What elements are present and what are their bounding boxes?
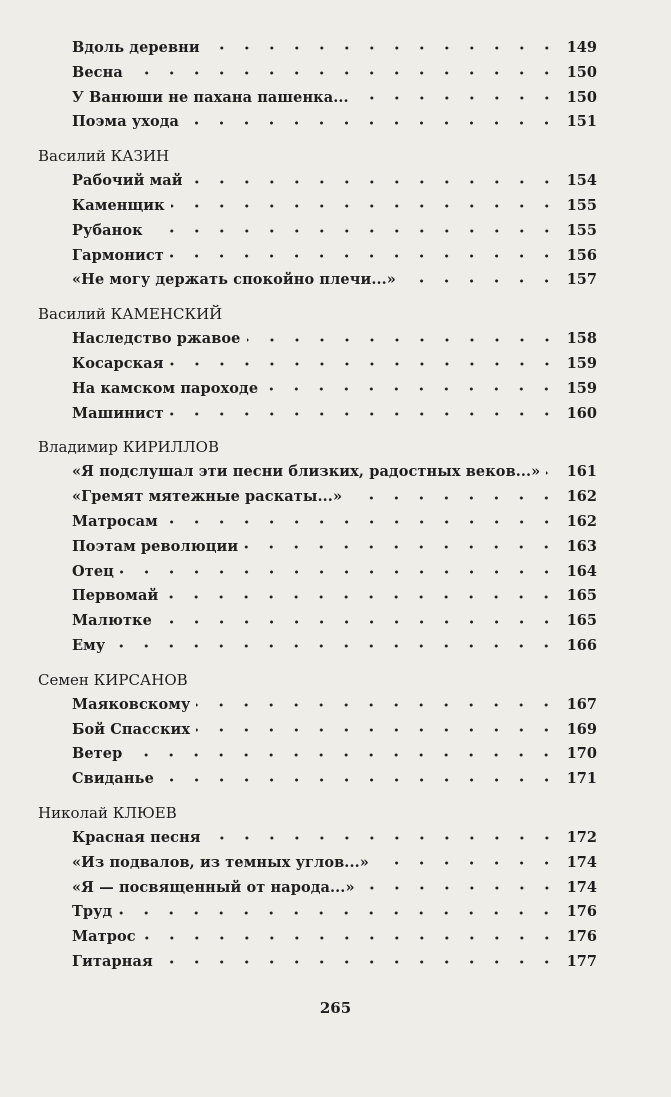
author-section	[0, 36, 671, 135]
page-number: 265	[319, 999, 352, 1017]
dot-leader	[111, 643, 559, 649]
poem-title: Весна	[72, 63, 123, 81]
dot-leader	[170, 411, 559, 417]
dot-leader	[196, 702, 559, 708]
page-ref: 169	[566, 720, 597, 738]
toc-entry	[0, 169, 597, 194]
page-ref: 174	[566, 878, 597, 896]
toc-entry	[0, 110, 597, 135]
author-section	[0, 302, 671, 426]
toc-entry	[0, 900, 597, 925]
page-ref: 158	[566, 330, 597, 348]
page-ref: 164	[566, 562, 597, 580]
poem-title: Ему	[72, 636, 106, 654]
page-ref: 150	[566, 88, 597, 106]
poem-title: Красная песня	[72, 828, 201, 846]
poem-title: Каменщик	[72, 196, 165, 214]
poem-title: Машинист	[72, 404, 164, 422]
dot-leader	[164, 519, 559, 525]
dot-leader	[375, 860, 559, 866]
page-ref: 165	[566, 612, 597, 630]
poem-title: Бой Спасских	[72, 720, 191, 738]
dot-leader	[164, 594, 559, 600]
toc-entry	[0, 268, 597, 293]
table-of-contents	[0, 36, 671, 975]
poem-title: На камском пароходе	[72, 379, 259, 397]
dot-leader	[207, 835, 559, 841]
dot-leader	[355, 95, 559, 101]
page-ref: 177	[566, 952, 597, 970]
toc-entry	[0, 510, 597, 535]
toc-entry	[0, 693, 597, 718]
page-ref: 154	[566, 172, 597, 190]
dot-leader	[160, 777, 559, 783]
author-name: Василий КАМЕНСКИЙ	[38, 305, 223, 324]
poem-title: Рабочий май	[72, 172, 183, 190]
author-section	[0, 801, 671, 975]
page-ref: 162	[566, 512, 597, 530]
page-ref: 165	[566, 587, 597, 605]
author-section	[0, 144, 671, 293]
dot-leader	[129, 70, 559, 76]
toc-entry	[0, 86, 597, 111]
toc-entry	[0, 950, 597, 975]
page-ref: 170	[566, 745, 597, 763]
poem-title: У Ванюши не пахана пашенка...	[72, 88, 349, 106]
page-ref: 176	[566, 903, 597, 921]
toc-entry	[0, 327, 597, 352]
author-section	[0, 668, 671, 792]
page-ref: 172	[566, 828, 597, 846]
page-ref: 161	[566, 463, 597, 481]
toc-entry	[0, 634, 597, 659]
toc-entry	[0, 219, 597, 244]
author-name: Николай КЛЮЕВ	[38, 803, 177, 822]
poem-title: Наследство ржавое	[72, 330, 241, 348]
dot-leader	[244, 544, 559, 550]
poem-title: «Гремят мятежные раскаты...»	[72, 488, 343, 506]
dot-leader	[158, 619, 559, 625]
dot-leader	[185, 120, 559, 126]
poem-title: «Не могу держать спокойно плечи...»	[72, 271, 396, 289]
dot-leader	[149, 228, 559, 234]
toc-entry	[0, 352, 597, 377]
poem-title: «Из подвалов, из темных углов...»	[72, 853, 369, 871]
author-name: Василий КАЗИН	[38, 147, 170, 166]
dot-leader	[120, 569, 559, 575]
dot-leader	[171, 203, 559, 209]
toc-entry	[0, 402, 597, 427]
poem-title: Вдоль деревни	[72, 39, 200, 56]
page-ref: 171	[566, 770, 597, 788]
poem-title: Свиданье	[72, 770, 154, 788]
dot-leader	[170, 253, 559, 259]
dot-leader	[361, 885, 559, 891]
dot-leader	[247, 337, 560, 343]
toc-entry	[0, 560, 597, 585]
dot-leader	[170, 361, 559, 367]
page-ref: 155	[566, 221, 597, 239]
author-name: Владимир КИРИЛЛОВ	[38, 438, 219, 457]
toc-entry	[0, 535, 597, 560]
toc-entry	[0, 742, 597, 767]
author-section	[0, 435, 671, 658]
poem-title: Маяковскому	[72, 695, 191, 713]
poem-title: Ветер	[72, 745, 123, 763]
dot-leader	[118, 910, 559, 916]
page-ref: 155	[566, 196, 597, 214]
dot-leader	[196, 727, 559, 733]
dot-leader	[546, 470, 559, 476]
poem-title: Рубанок	[72, 221, 143, 239]
dot-leader	[206, 45, 559, 51]
toc-entry	[0, 460, 597, 485]
toc-entry	[0, 584, 597, 609]
toc-entry	[0, 36, 597, 61]
page-ref: 159	[566, 354, 597, 372]
page-ref: 162	[566, 488, 597, 506]
poem-title: Гитарная	[72, 952, 153, 970]
page-ref: 151	[566, 113, 597, 131]
page-ref: 157	[566, 271, 597, 289]
dot-leader	[189, 179, 559, 185]
toc-entry	[0, 718, 597, 743]
poem-title: Труд	[72, 903, 113, 921]
dot-leader	[402, 278, 559, 284]
poem-title: Малютке	[72, 612, 152, 630]
page-ref: 174	[566, 853, 597, 871]
page-ref: 163	[566, 537, 597, 555]
page-ref: 156	[566, 246, 597, 264]
toc-entry	[0, 244, 597, 269]
page-ref: 167	[566, 695, 597, 713]
toc-entry	[0, 61, 597, 86]
toc-entry	[0, 851, 597, 876]
toc-entry	[0, 826, 597, 851]
poem-title: Первомай	[72, 587, 159, 605]
page-ref: 166	[566, 636, 597, 654]
poem-title: Отец	[72, 562, 114, 580]
poem-title: Косарская	[72, 354, 164, 372]
page-ref: 150	[566, 63, 597, 81]
poem-title: Поэтам революции	[72, 537, 239, 555]
poem-title: Матросам	[72, 512, 158, 530]
poem-title: Гармонист	[72, 246, 164, 264]
dot-leader	[142, 935, 559, 941]
dot-leader	[128, 752, 559, 758]
page-ref: 149	[566, 39, 597, 56]
poem-title: «Я подслушал эти песни близких, радостных веков...»	[72, 463, 541, 481]
dot-leader	[159, 959, 559, 965]
dot-leader	[348, 495, 559, 501]
author-name: Семен КИРСАНОВ	[38, 670, 188, 689]
toc-entry	[0, 194, 597, 219]
toc-entry	[0, 925, 597, 950]
page-ref: 176	[566, 928, 597, 946]
toc-entry	[0, 485, 597, 510]
toc-entry	[0, 609, 597, 634]
poem-title: «Я — посвященный от народа...»	[72, 878, 355, 896]
toc-entry	[0, 767, 597, 792]
toc-entry	[0, 876, 597, 901]
page-ref: 159	[566, 379, 597, 397]
toc-entry	[0, 377, 597, 402]
dot-leader	[264, 386, 559, 392]
poem-title: Матрос	[72, 928, 136, 946]
poem-title: Поэма ухода	[72, 113, 179, 131]
page-ref: 160	[566, 404, 597, 422]
